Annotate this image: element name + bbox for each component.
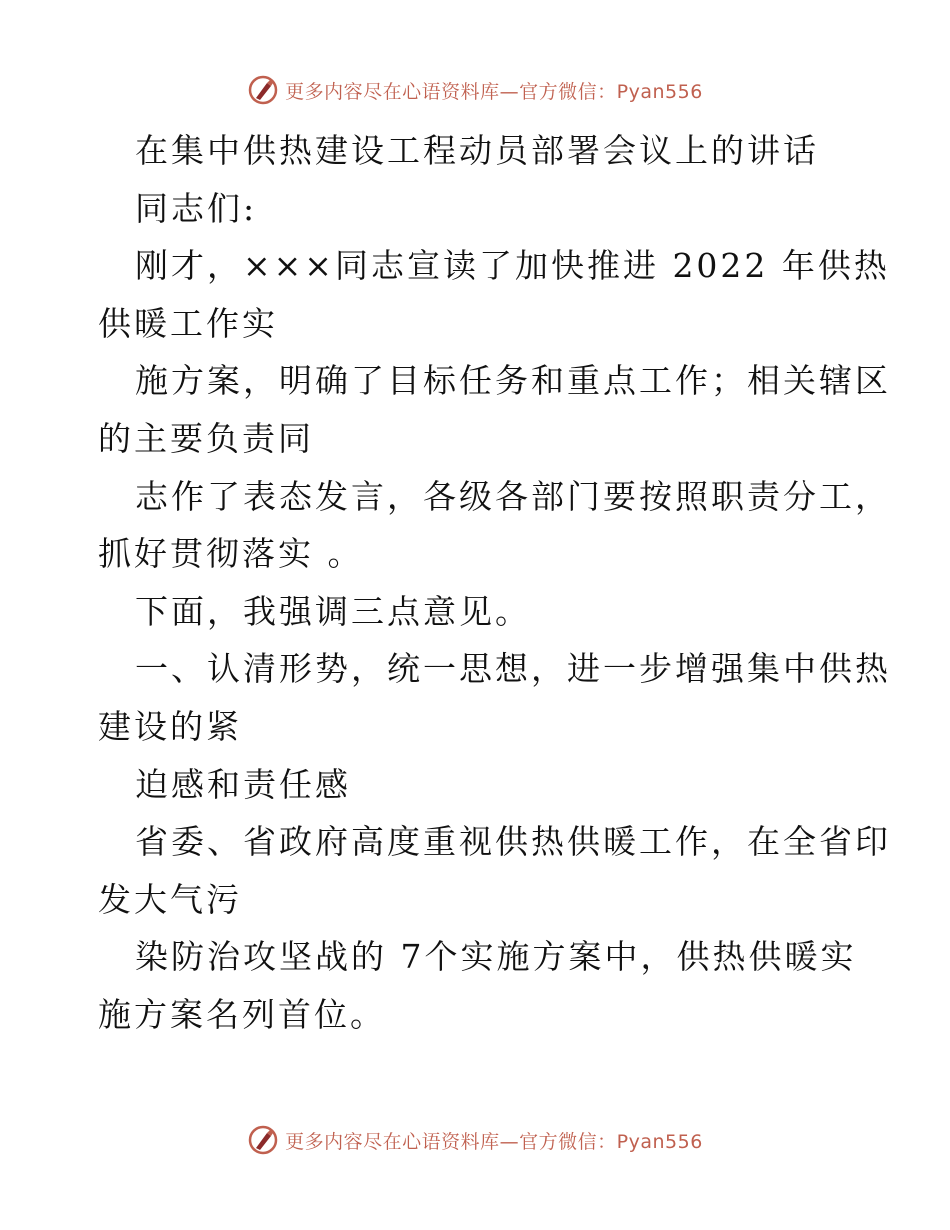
paragraph-line: 志作了表态发言，各级各部门要按照职责分工，	[135, 476, 891, 516]
paragraph-line: 发大气污	[98, 879, 242, 919]
paragraph-line: 的主要负责同	[98, 418, 314, 458]
footer-watermark	[0, 1120, 950, 1160]
paragraph-line: 省委、省政府高度重视供热供暖工作，在全省印	[135, 822, 891, 862]
document-title: 在集中供热建设工程动员部署会议上的讲话	[135, 131, 819, 170]
section-heading: 迫感和责任感	[135, 764, 351, 804]
paragraph-line: 供暖工作实	[98, 303, 278, 343]
pen-logo-icon	[247, 1124, 279, 1156]
paragraph-line: 抓好贯彻落实 。	[98, 534, 364, 574]
watermark-text: 更多内容尽在心语资料库—官方微信：Pyan556	[285, 1130, 703, 1153]
section-heading: 一、认清形势，统一思想，进一步增强集中供热	[135, 649, 891, 689]
paragraph-line: 下面，我强调三点意见。	[135, 591, 531, 631]
header-watermark	[0, 70, 950, 110]
watermark-text: 更多内容尽在心语资料库—官方微信：Pyan556	[285, 80, 703, 103]
salutation: 同志们:	[135, 188, 258, 228]
paragraph-line: 施方案名列首位。	[98, 994, 386, 1034]
pen-logo-icon	[247, 74, 279, 106]
paragraph-line: 施方案，明确了目标任务和重点工作；相关辖区	[135, 361, 891, 401]
section-heading: 建设的紧	[98, 706, 242, 746]
paragraph-line: 染防治攻坚战的 7个实施方案中，供热供暖实	[135, 937, 857, 977]
paragraph-line: 刚才，×××同志宣读了加快推进 2022 年供热	[135, 246, 890, 286]
document-body	[98, 122, 891, 1044]
